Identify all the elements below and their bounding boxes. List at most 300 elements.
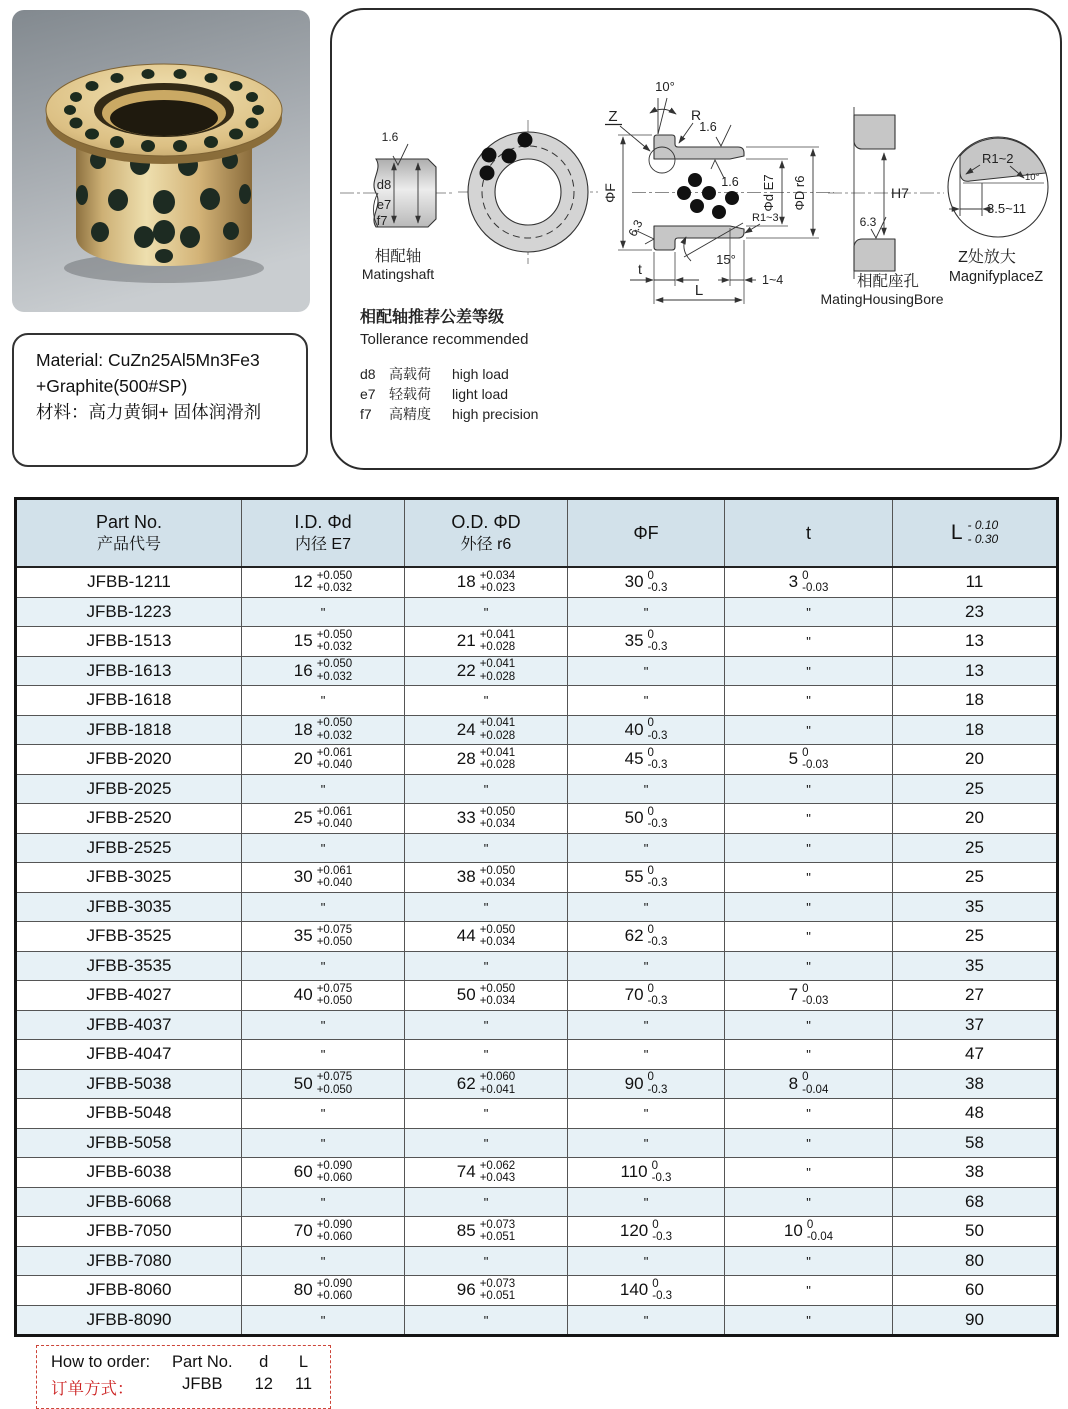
angle-15-label: 15° (716, 252, 736, 267)
length-cell (893, 1305, 1058, 1336)
length-value: 38 (965, 1073, 984, 1093)
ditto-mark: " (320, 1047, 326, 1063)
table-row (16, 1217, 1058, 1247)
part-no: JFBB-5048 (86, 1103, 172, 1123)
r1-2-label: R1~2 (982, 151, 1014, 166)
length-value: 23 (965, 601, 984, 621)
magnify-angle-label: 10° (1025, 172, 1040, 183)
length-value: 58 (965, 1132, 984, 1152)
tolerance-block (360, 307, 538, 422)
ditto-mark: " (806, 958, 811, 974)
table-row (16, 833, 1058, 863)
ditto-mark: " (643, 840, 649, 856)
ditto-mark: " (643, 1312, 649, 1328)
part-no-cell (16, 1099, 242, 1129)
part-no: JFBB-3025 (86, 867, 172, 887)
technical-drawing (332, 10, 1059, 467)
part-no-cell (16, 922, 242, 952)
table-row (16, 686, 1058, 716)
bushing-photo-illustration (12, 10, 310, 312)
f-cell: 30 0 -0.3 (568, 567, 725, 597)
t-cell (725, 951, 893, 981)
id-cell (242, 686, 405, 716)
col-od-cn: 外径 r6 (460, 536, 512, 554)
chamfer-label: 1~4 (762, 273, 784, 287)
col-od-en: O.D. ΦD (451, 512, 521, 533)
t-cell (725, 1128, 893, 1158)
table-row (16, 951, 1058, 981)
dim-D-label: ΦD r6 (792, 175, 807, 211)
id-cell (242, 1246, 405, 1276)
t-cell (725, 804, 893, 834)
tolerance-code: d8 (360, 366, 376, 382)
t-cell: 3 0 -0.03 (725, 567, 893, 597)
id-cell: 18 +0.050 +0.032 (242, 715, 405, 745)
ditto-mark: " (483, 693, 489, 709)
t-cell (725, 597, 893, 627)
part-no: JFBB-1513 (86, 631, 172, 651)
ditto-mark: " (483, 1312, 489, 1328)
part-no: JFBB-1211 (87, 572, 171, 592)
length-value: 13 (965, 660, 984, 680)
ditto-mark: " (806, 811, 811, 827)
material-line: +Graphite(500#SP) (36, 375, 188, 396)
header-row (16, 499, 1058, 568)
length-value: 25 (965, 867, 984, 887)
f-cell: 70 0 -0.3 (568, 981, 725, 1011)
table-row (16, 804, 1058, 834)
length-cell (893, 686, 1058, 716)
ditto-mark: " (320, 693, 326, 709)
top-section (12, 8, 1062, 470)
ditto-mark: " (806, 1135, 811, 1151)
od-cell: 38 +0.050 +0.034 (405, 863, 568, 893)
col-part-no-cn: 产品代号 (96, 536, 161, 554)
table-row (16, 745, 1058, 775)
housing-caption-en: MatingHousingBore (820, 291, 944, 307)
ditto-mark: " (643, 693, 649, 709)
t-cell: 5 0 -0.03 (725, 745, 893, 775)
length-cell (893, 804, 1058, 834)
tolerance-en: high precision (452, 406, 539, 422)
ditto-mark: " (320, 1194, 326, 1210)
od-cell: 21 +0.041 +0.028 (405, 627, 568, 657)
detail-z-label: Z (608, 108, 618, 125)
col-t-label: t (805, 522, 811, 543)
od-cell (405, 833, 568, 863)
t-cell (725, 627, 893, 657)
ditto-mark: " (320, 781, 326, 797)
length-value: 25 (965, 926, 984, 946)
table-row (16, 1158, 1058, 1188)
length-value: 90 (965, 1309, 984, 1329)
length-value: 18 (965, 690, 984, 710)
t-cell (725, 922, 893, 952)
dim-t-label: t (638, 261, 642, 277)
r1-3-label: R1~3 (752, 212, 779, 224)
od-cell (405, 1305, 568, 1336)
length-value: 38 (965, 1162, 984, 1182)
ditto-mark: " (483, 1194, 489, 1210)
table-row (16, 1246, 1058, 1276)
t-cell (725, 715, 893, 745)
part-no: JFBB-4027 (86, 985, 172, 1005)
od-cell (405, 951, 568, 981)
part-no-cell (16, 1246, 242, 1276)
magnify-z-detail (948, 137, 1048, 285)
length-cell (893, 656, 1058, 686)
id-cell: 25 +0.061 +0.040 (242, 804, 405, 834)
ditto-mark: " (643, 604, 649, 620)
tolerance-cn: 高精度 (389, 406, 431, 422)
t-cell (725, 1099, 893, 1129)
table-row (16, 774, 1058, 804)
ditto-mark: " (806, 663, 811, 679)
ditto-mark: " (643, 1135, 649, 1151)
table-row (16, 922, 1058, 952)
f-cell (568, 686, 725, 716)
id-cell (242, 1305, 405, 1336)
part-no-cell (16, 892, 242, 922)
col-part-no-en: Part No. (95, 512, 163, 533)
length-cell (893, 863, 1058, 893)
ditto-mark: " (483, 1106, 489, 1122)
id-cell (242, 774, 405, 804)
table-body (16, 567, 1058, 1336)
left-column (12, 8, 312, 470)
tolerance-code: f7 (360, 406, 372, 422)
length-cell (893, 981, 1058, 1011)
shaft-caption-en: Matingshaft (361, 266, 435, 282)
f-cell (568, 1099, 725, 1129)
part-no-cell (16, 567, 242, 597)
length-value: 25 (965, 837, 984, 857)
length-value: 48 (965, 1103, 984, 1123)
part-no: JFBB-2020 (86, 749, 172, 769)
length-cell (893, 1217, 1058, 1247)
magnify-caption-cn: Z处放大 (958, 249, 1016, 266)
f-cell (568, 1128, 725, 1158)
length-cell (893, 1069, 1058, 1099)
ditto-mark: " (643, 1047, 649, 1063)
tolerance-cn: 高载荷 (389, 366, 431, 382)
f-cell (568, 597, 725, 627)
id-cell: 60 +0.090 +0.060 (242, 1158, 405, 1188)
col-length (893, 499, 1058, 568)
length-value: 50 (965, 1221, 984, 1241)
table-row (16, 1305, 1058, 1336)
tolerance-en: light load (452, 386, 509, 402)
length-value: 20 (965, 808, 984, 828)
length-value: 60 (965, 1280, 984, 1300)
material-line: Material: CuZn25Al5Mn3Fe3 (36, 350, 260, 370)
part-no: JFBB-2525 (86, 837, 172, 857)
length-cell (893, 1276, 1058, 1306)
od-roughness-label: 1.6 (699, 120, 717, 134)
ditto-mark: " (806, 899, 811, 915)
od-cell (405, 1246, 568, 1276)
technical-drawing-box (330, 8, 1062, 470)
ditto-mark: " (806, 929, 811, 945)
t-cell (725, 686, 893, 716)
od-cell (405, 774, 568, 804)
col-id (242, 499, 405, 568)
part-no: JFBB-1818 (86, 719, 172, 739)
length-cell (893, 1040, 1058, 1070)
length-value: 35 (965, 896, 984, 916)
table-row (16, 1069, 1058, 1099)
shaft-caption-cn: 相配轴 (374, 248, 422, 265)
ditto-mark: " (483, 781, 489, 797)
col-id-en: I.D. Φd (294, 512, 352, 533)
material-box (12, 333, 308, 467)
order-row2-L: 11 (294, 1375, 313, 1393)
table-row (16, 1128, 1058, 1158)
ditto-mark: " (320, 840, 326, 856)
ditto-mark: " (320, 1312, 326, 1328)
id-cell: 30 +0.061 +0.040 (242, 863, 405, 893)
shaft-roughness-label: 1.6 (381, 130, 399, 144)
id-cell: 50 +0.075 +0.050 (242, 1069, 405, 1099)
t-cell (725, 1187, 893, 1217)
col-length-tolerance: - 0.10 - 0.30 (967, 518, 999, 546)
id-cell (242, 833, 405, 863)
ditto-mark: " (483, 840, 489, 856)
length-cell (893, 567, 1058, 597)
part-no: JFBB-3035 (86, 896, 172, 916)
id-cell: 20 +0.061 +0.040 (242, 745, 405, 775)
part-no: JFBB-6068 (86, 1191, 172, 1211)
length-cell (893, 745, 1058, 775)
table-row (16, 1040, 1058, 1070)
part-no-cell (16, 951, 242, 981)
length-cell (893, 951, 1058, 981)
ditto-mark: " (320, 899, 326, 915)
ditto-mark: " (483, 1135, 489, 1151)
material-line: 材料：高力黄铜+ 固体润滑剂 (36, 401, 262, 422)
col-length-label: L (950, 521, 963, 544)
od-cell (405, 892, 568, 922)
order-row1-d: d (259, 1353, 269, 1371)
order-row2-d: 12 (254, 1375, 273, 1393)
part-no: JFBB-8060 (86, 1280, 172, 1300)
f-cell: 140 0 -0.3 (568, 1276, 725, 1306)
t-cell (725, 1246, 893, 1276)
length-value: 27 (965, 985, 984, 1005)
bushing-front-view (458, 120, 598, 264)
table-row (16, 1276, 1058, 1306)
t-cell (725, 1305, 893, 1336)
od-cell: 62 +0.060 +0.041 (405, 1069, 568, 1099)
h7-label: H7 (891, 185, 909, 201)
t-cell (725, 1158, 893, 1188)
t-cell: 8 0 -0.04 (725, 1069, 893, 1099)
ditto-mark: " (806, 604, 811, 620)
col-part-no (16, 499, 242, 568)
od-cell: 28 +0.041 +0.028 (405, 745, 568, 775)
order-row1-part: Part No. (172, 1353, 233, 1371)
part-no-cell (16, 833, 242, 863)
length-cell (893, 892, 1058, 922)
table-row (16, 1187, 1058, 1217)
id-cell: 15 +0.050 +0.032 (242, 627, 405, 657)
length-value: 80 (965, 1250, 984, 1270)
length-cell (893, 715, 1058, 745)
ditto-mark: " (643, 1106, 649, 1122)
length-value: 11 (965, 572, 984, 592)
od-cell (405, 686, 568, 716)
ditto-mark: " (483, 1253, 489, 1269)
fillet-r-label: R (690, 107, 702, 123)
col-id-cn: 内径 E7 (294, 536, 352, 554)
f-cell (568, 656, 725, 686)
table-row (16, 597, 1058, 627)
f-cell: 55 0 -0.3 (568, 863, 725, 893)
part-no: JFBB-5038 (86, 1073, 172, 1093)
ditto-mark: " (806, 1165, 811, 1181)
angle-10-label: 10° (655, 79, 675, 94)
part-no-cell (16, 1158, 242, 1188)
ditto-mark: " (483, 1047, 489, 1063)
dim-f-label: ΦF (602, 183, 618, 203)
od-cell (405, 1010, 568, 1040)
id-cell: 40 +0.075 +0.050 (242, 981, 405, 1011)
length-cell (893, 833, 1058, 863)
f-cell: 62 0 -0.3 (568, 922, 725, 952)
magnify-caption-en: MagnifyplaceZ (948, 269, 1044, 285)
order-box (36, 1345, 331, 1409)
part-no: JFBB-8090 (86, 1309, 172, 1329)
t-cell (725, 656, 893, 686)
length-value: 13 (965, 631, 984, 651)
ditto-mark: " (483, 1017, 489, 1033)
t-cell (725, 1276, 893, 1306)
part-no-cell (16, 1128, 242, 1158)
ditto-mark: " (806, 693, 811, 709)
length-value: 35 (965, 955, 984, 975)
t-cell (725, 892, 893, 922)
ditto-mark: " (806, 1017, 811, 1033)
length-cell (893, 1158, 1058, 1188)
ditto-mark: " (320, 1253, 326, 1269)
length-value: 47 (965, 1044, 984, 1064)
col-t (725, 499, 893, 568)
part-no-cell (16, 804, 242, 834)
f-cell: 50 0 -0.3 (568, 804, 725, 834)
ditto-mark: " (320, 1017, 326, 1033)
f-cell (568, 833, 725, 863)
part-no-cell (16, 715, 242, 745)
id-cell: 35 +0.075 +0.050 (242, 922, 405, 952)
ditto-mark: " (806, 1283, 811, 1299)
ditto-mark: " (320, 1135, 326, 1151)
spec-table (14, 497, 1059, 1337)
od-cell: 24 +0.041 +0.028 (405, 715, 568, 745)
bore-roughness-label: 1.6 (721, 175, 739, 189)
part-no: JFBB-4037 (86, 1014, 172, 1034)
tolerance-title-en: Tollerance recommended (360, 331, 529, 348)
shaft-f7-label: f7 (376, 213, 388, 228)
part-no-cell (16, 597, 242, 627)
length-value: 25 (965, 778, 984, 798)
ditto-mark: " (483, 604, 489, 620)
ditto-mark: " (643, 958, 649, 974)
id-cell: 16 +0.050 +0.032 (242, 656, 405, 686)
t-cell: 10 0 -0.04 (725, 1217, 893, 1247)
od-cell: 44 +0.050 +0.034 (405, 922, 568, 952)
f-cell: 120 0 -0.3 (568, 1217, 725, 1247)
order-row2-part: JFBB (182, 1375, 223, 1393)
f-cell: 110 0 -0.3 (568, 1158, 725, 1188)
ditto-mark: " (643, 899, 649, 915)
od-cell: 50 +0.050 +0.034 (405, 981, 568, 1011)
t-cell (725, 774, 893, 804)
part-no-cell (16, 1217, 242, 1247)
ditto-mark: " (643, 1194, 649, 1210)
table-row (16, 627, 1058, 657)
od-cell: 74 +0.062 +0.043 (405, 1158, 568, 1188)
f-cell (568, 774, 725, 804)
f-cell (568, 1010, 725, 1040)
od-cell (405, 1128, 568, 1158)
od-cell: 96 +0.073 +0.051 (405, 1276, 568, 1306)
length-cell (893, 1010, 1058, 1040)
ditto-mark: " (806, 781, 811, 797)
length-value: 20 (965, 749, 984, 769)
t-cell (725, 833, 893, 863)
length-cell (893, 1246, 1058, 1276)
table-row (16, 981, 1058, 1011)
od-cell: 18 +0.034 +0.023 (405, 567, 568, 597)
length-cell (893, 627, 1058, 657)
shaft-e7-label: e7 (376, 197, 392, 212)
col-f (568, 499, 725, 568)
part-no-cell (16, 1305, 242, 1336)
part-no-cell (16, 774, 242, 804)
id-cell (242, 1187, 405, 1217)
table-row (16, 1010, 1058, 1040)
f-cell: 90 0 -0.3 (568, 1069, 725, 1099)
tolerance-title-cn: 相配轴推荐公差等级 (360, 309, 505, 326)
f-cell (568, 1187, 725, 1217)
f-cell (568, 1305, 725, 1336)
t-cell (725, 863, 893, 893)
part-no: JFBB-1613 (86, 660, 172, 680)
part-no: JFBB-3535 (86, 955, 172, 975)
tolerance-code: e7 (360, 386, 376, 402)
part-no: JFBB-1618 (86, 690, 172, 710)
col-od (405, 499, 568, 568)
table-row (16, 892, 1058, 922)
part-no-cell (16, 627, 242, 657)
magnify-range-label: 3.5~11 (987, 201, 1027, 216)
ditto-mark: " (320, 958, 326, 974)
ditto-mark: " (320, 604, 326, 620)
t-cell: 7 0 -0.03 (725, 981, 893, 1011)
part-no-cell (16, 1040, 242, 1070)
ditto-mark: " (320, 1106, 326, 1122)
bushing-section-view (602, 79, 834, 304)
id-cell: 70 +0.090 +0.060 (242, 1217, 405, 1247)
part-no-cell (16, 863, 242, 893)
length-cell (893, 1187, 1058, 1217)
part-no-cell (16, 1187, 242, 1217)
part-no: JFBB-2520 (86, 808, 172, 828)
table-row (16, 715, 1058, 745)
roughness-check-icon (716, 125, 731, 146)
part-no: JFBB-2025 (86, 778, 172, 798)
part-no-cell (16, 981, 242, 1011)
